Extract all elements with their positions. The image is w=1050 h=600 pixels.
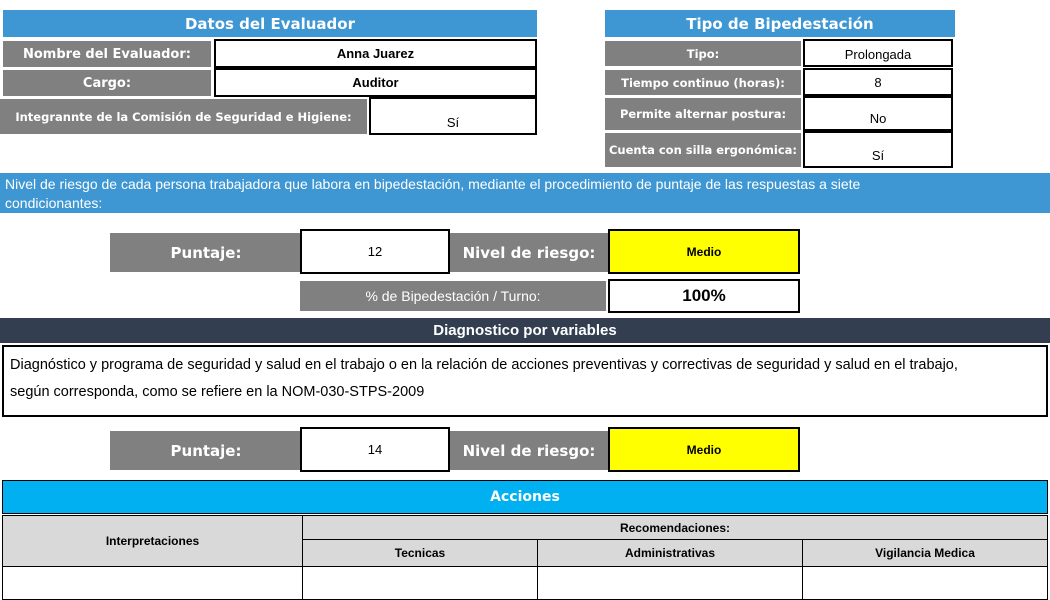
evaluator-section-header: Datos del Evaluador [3, 10, 537, 37]
evaluator-name-label: Nombre del Evaluador: [3, 41, 211, 67]
risk-banner-line2: condicionantes: [5, 195, 103, 211]
administrativas-header-cell: Administrativas [537, 539, 803, 567]
acciones-section-header: Acciones [2, 480, 1048, 514]
score2-risk-level-cell[interactable]: Medio [608, 427, 800, 472]
score2-label: Puntaje: [110, 431, 302, 470]
alternar-postura-cell[interactable]: No [803, 96, 953, 131]
risk-banner-line1: Nivel de riesgo de cada persona trabajadora que labora en bipedestación, mediante el procedimiento de puntaje de las respuestas a siete [5, 176, 861, 192]
alternar-postura-label: Permite alternar postura: [605, 98, 801, 130]
percent-bipedestacion-cell[interactable]: 100% [608, 279, 800, 313]
score1-risk-label: Nivel de riesgo: [450, 233, 608, 272]
evaluator-cargo-label: Cargo: [3, 70, 211, 96]
evaluator-comision-label: Integrannte de la Comisión de Seguridad e Higiene: [0, 99, 367, 134]
vigilancia-medica-input-cell[interactable] [802, 566, 1048, 600]
evaluator-cargo-cell[interactable]: Auditor [214, 68, 537, 97]
diagnostic-section-header: Diagnostico por variables [0, 318, 1050, 343]
interpretaciones-input-cell[interactable] [2, 566, 303, 600]
score1-risk-level-cell[interactable]: Medio [608, 229, 800, 274]
silla-ergonomica-label: Cuenta con silla ergonómica: [605, 133, 801, 167]
vigilancia-medica-header-cell: Vigilancia Medica [802, 539, 1048, 567]
score1-value-cell[interactable]: 12 [300, 229, 450, 274]
tiempo-continuo-cell[interactable]: 8 [803, 68, 953, 96]
interpretaciones-header-cell: Interpretaciones [2, 515, 303, 567]
score2-value-cell[interactable]: 14 [300, 427, 450, 472]
tipo-label: Tipo: [605, 41, 801, 66]
risk-level-banner [0, 173, 1050, 213]
diagnostic-text-box [2, 345, 1048, 417]
diagnostic-line1: Diagnóstico y programa de seguridad y salud en el trabajo o en la relación de acciones preventivas y correctivas de seguridad y salud en el trabajo, [10, 357, 958, 373]
tiempo-continuo-label: Tiempo continuo (horas): [605, 70, 801, 95]
recomendaciones-header-cell: Recomendaciones: [302, 515, 1048, 540]
tecnicas-input-cell[interactable] [302, 566, 538, 600]
administrativas-input-cell[interactable] [537, 566, 803, 600]
diagnostic-line2: según corresponda, como se refiere en la NOM-030-STPS-2009 [10, 384, 425, 400]
percent-bipedestacion-label: % de Bipedestación / Turno: [300, 281, 606, 311]
evaluator-name-cell[interactable]: Anna Juarez [214, 39, 537, 68]
score2-risk-label: Nivel de riesgo: [450, 431, 608, 470]
silla-ergonomica-cell[interactable]: Sí [803, 131, 953, 168]
evaluator-comision-cell[interactable]: Sí [369, 97, 537, 135]
tecnicas-header-cell: Tecnicas [302, 539, 538, 567]
score1-label: Puntaje: [110, 233, 302, 272]
tipo-cell[interactable]: Prolongada [803, 39, 953, 67]
bipedestacion-section-header: Tipo de Bipedestación [605, 10, 955, 37]
